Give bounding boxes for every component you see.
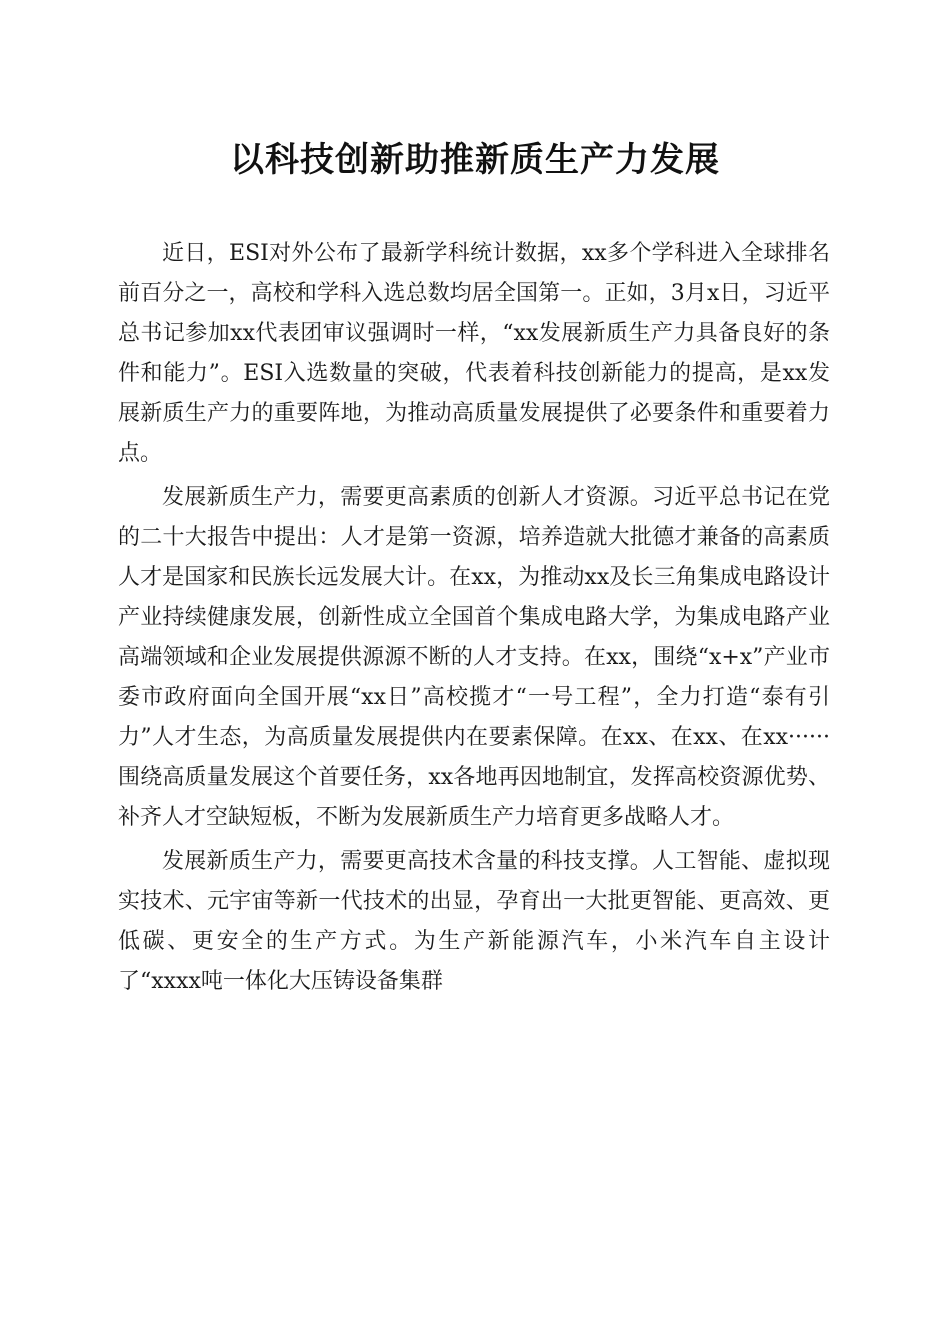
- paragraph-2: 发展新质生产力，需要更高素质的创新人才资源。习近平总书记在党的二十大报告中提出：人才是第一资源，培养造就大批德才兼备的高素质人才是国家和民族长远发展大计。在xx，为推动xx及长三角集成电路设计产业持续健康发展，创新性成立全国首个集成电路大学，为集成电路产业高端领域和企业发展提供源源不断的人才支持。在xx，围绕“x+x”产业市委市政府面向全国开展“xx日”高校揽才“一号工程”，全力打造“泰有引力”人才生态，为高质量发展提供内在要素保障。在xx、在xx、在xx······围绕高质量发展这个首要任务，xx各地再因地制宜，发挥高校资源优势、补齐人才空缺短板，不断为发展新质生产力培育更多战略人才。: [118, 485, 830, 830]
- document-body: [118, 234, 830, 1006]
- document-title: 以科技创新助推新质生产力发展: [230, 140, 720, 180]
- paragraph-1: 近日，ESI对外公布了最新学科统计数据，xx多个学科进入全球排名前百分之一，高校和学科入选总数均居全国第一。正如，3月x日，习近平总书记参加xx代表团审议强调时一样，“xx发展新质生产力具备良好的条件和能力”。ESI入选数量的突破，代表着科技创新能力的提高，是xx发展新质生产力的重要阵地，为推动高质量发展提供了必要条件和重要着力点。: [118, 241, 830, 466]
- paragraph-3: 发展新质生产力，需要更高技术含量的科技支撑。人工智能、虚拟现实技术、元宇宙等新一代技术的出显，孕育出一大批更智能、更高效、更低碳、更安全的生产方式。为生产新能源汽车，小米汽车自主设计了“xxxx吨一体化大压铸设备集群: [118, 849, 830, 994]
